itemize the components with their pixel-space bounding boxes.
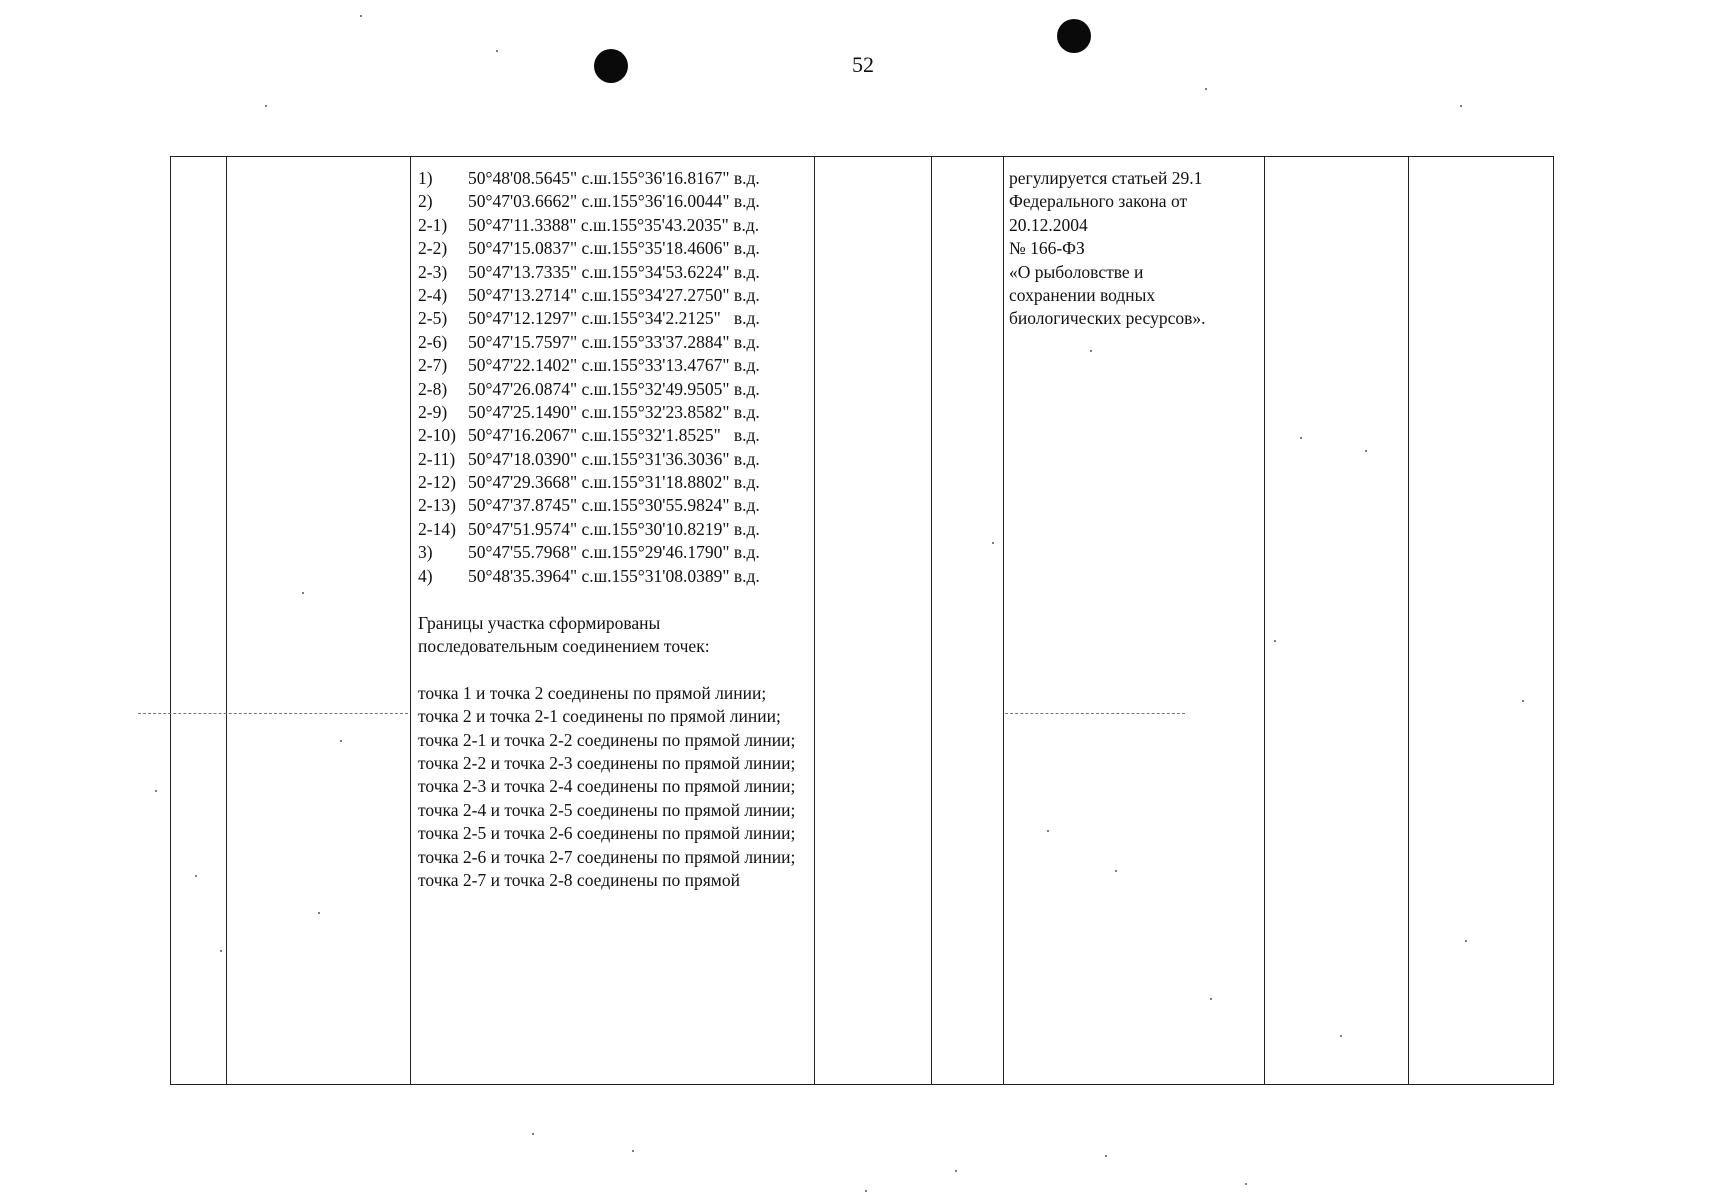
- coordinate-row: [418, 448, 818, 471]
- coordinate-value: 50°47'22.1402" с.ш.155°33'13.4767" в.д.: [468, 355, 760, 376]
- coordinate-number: 2-14): [418, 518, 456, 539]
- connection-line: точка 2-3 и точка 2-4 соединены по прямой линии;: [418, 776, 796, 797]
- coordinate-number: 2): [418, 191, 433, 212]
- law-line: биологических ресурсов».: [1009, 308, 1206, 329]
- coordinate-number: 1): [418, 168, 433, 188]
- coordinate-number: 2-8): [418, 378, 448, 399]
- coordinate-row: [418, 190, 818, 213]
- column-divider: [1408, 157, 1409, 1084]
- coordinate-number: 2-10): [418, 425, 456, 446]
- connection-line: точка 2-6 и точка 2-7 соединены по прямой линии;: [418, 846, 796, 867]
- coordinate-number: 2-9): [418, 401, 448, 422]
- scan-artifact-line: [1005, 713, 1185, 714]
- coordinate-number: 2-13): [418, 495, 456, 516]
- coordinate-value: 50°47'26.0874" с.ш.155°32'49.9505" в.д.: [468, 378, 760, 399]
- column-divider: [1264, 157, 1265, 1084]
- coordinate-row: [418, 307, 818, 330]
- coordinate-number: 2-4): [418, 284, 448, 305]
- boundary-intro-line: Границы участка сформированы: [418, 613, 661, 633]
- connection-line: точка 1 и точка 2 соединены по прямой линии;: [418, 682, 767, 703]
- coordinate-number: 2-2): [418, 238, 448, 259]
- connection-line: точка 2-7 и точка 2-8 соединены по прямой: [418, 870, 740, 891]
- coordinate-row: [418, 237, 818, 260]
- law-line: «О рыболовстве и: [1009, 261, 1144, 282]
- coordinate-number: 2-7): [418, 355, 448, 376]
- coordinate-number: 2-12): [418, 472, 456, 493]
- coordinate-value: 50°47'25.1490" с.ш.155°32'23.8582" в.д.: [468, 401, 760, 422]
- coordinate-value: 50°48'08.5645" с.ш.155°36'16.8167" в.д.: [468, 168, 760, 188]
- coordinate-row: [418, 261, 818, 284]
- coordinate-value: 50°48'35.3964" с.ш.155°31'08.0389" в.д.: [468, 565, 760, 586]
- law-line: сохранении водных: [1009, 285, 1156, 306]
- law-line: регулируется статьей 29.1: [1009, 168, 1203, 188]
- coordinate-value: 50°47'15.0837" с.ш.155°35'18.4606" в.д.: [468, 238, 760, 259]
- coordinate-row: [418, 214, 818, 237]
- coordinate-value: 50°47'18.0390" с.ш.155°31'36.3036" в.д.: [468, 448, 760, 469]
- coordinate-number: 2-11): [418, 448, 456, 469]
- coordinate-value: 50°47'51.9574" с.ш.155°30'10.8219" в.д.: [468, 518, 760, 539]
- coordinate-value: 50°47'03.6662" с.ш.155°36'16.0044" в.д.: [468, 191, 760, 212]
- coordinate-row: [418, 471, 818, 494]
- coordinate-value: 50°47'15.7597" с.ш.155°33'37.2884" в.д.: [468, 331, 760, 352]
- connection-line: точка 2-2 и точка 2-3 соединены по прямой линии;: [418, 753, 796, 774]
- connection-line: точка 2-5 и точка 2-6 соединены по прямой линии;: [418, 823, 796, 844]
- coordinate-value: 50°47'13.7335" с.ш.155°34'53.6224" в.д.: [468, 261, 760, 282]
- coordinate-value: 50°47'29.3668" с.ш.155°31'18.8802" в.д.: [468, 472, 760, 493]
- coordinate-number: 2-6): [418, 331, 448, 352]
- coordinate-number: 2-1): [418, 214, 448, 235]
- law-line: № 166-ФЗ: [1009, 238, 1085, 259]
- law-reference: [1009, 167, 1259, 331]
- column-divider: [931, 157, 932, 1084]
- law-line: Федерального закона от: [1009, 191, 1188, 212]
- law-line: 20.12.2004: [1009, 214, 1088, 235]
- coordinate-number: 4): [418, 565, 433, 586]
- coordinate-number: 2-5): [418, 308, 448, 329]
- coordinate-row: [418, 518, 818, 541]
- column-divider: [410, 157, 411, 1084]
- coordinate-value: 50°47'37.8745" с.ш.155°30'55.9824" в.д.: [468, 495, 760, 516]
- coordinate-value: 50°47'16.2067" с.ш.155°32'1.8525" в.д.: [468, 425, 760, 446]
- connection-line: точка 2 и точка 2-1 соединены по прямой линии;: [418, 706, 781, 727]
- coordinate-number: 3): [418, 542, 433, 563]
- column-divider: [1003, 157, 1004, 1084]
- boundary-intro-line: последовательным соединением точек:: [418, 636, 710, 657]
- coordinate-row: [418, 284, 818, 307]
- scan-artifact-line: [138, 713, 408, 714]
- coordinate-row: [418, 331, 818, 354]
- coordinate-row: [418, 354, 818, 377]
- column-divider: [226, 157, 227, 1084]
- coordinate-number: 2-3): [418, 261, 448, 282]
- coordinate-row: [418, 565, 818, 588]
- page-number: 52: [852, 52, 874, 77]
- boundary-description: [418, 612, 798, 892]
- coordinates-list: [418, 167, 818, 588]
- coordinate-row: [418, 167, 818, 190]
- coordinate-row: [418, 541, 818, 564]
- coordinate-row: [418, 494, 818, 517]
- coordinate-row: [418, 401, 818, 424]
- connection-line: точка 2-1 и точка 2-2 соединены по прямой линии;: [418, 729, 796, 750]
- coordinate-value: 50°47'13.2714" с.ш.155°34'27.2750" в.д.: [468, 284, 760, 305]
- punch-hole-left: [594, 49, 628, 83]
- coordinate-value: 50°47'12.1297" с.ш.155°34'2.2125" в.д.: [468, 308, 760, 329]
- coordinate-value: 50°47'11.3388" с.ш.155°35'43.2035" в.д.: [468, 214, 760, 235]
- coordinate-value: 50°47'55.7968" с.ш.155°29'46.1790" в.д.: [468, 542, 760, 563]
- coordinate-row: [418, 378, 818, 401]
- connection-line: точка 2-4 и точка 2-5 соединены по прямой линии;: [418, 799, 796, 820]
- document-table: [170, 156, 1554, 1085]
- punch-hole-right: [1057, 19, 1091, 53]
- coordinate-row: [418, 424, 818, 447]
